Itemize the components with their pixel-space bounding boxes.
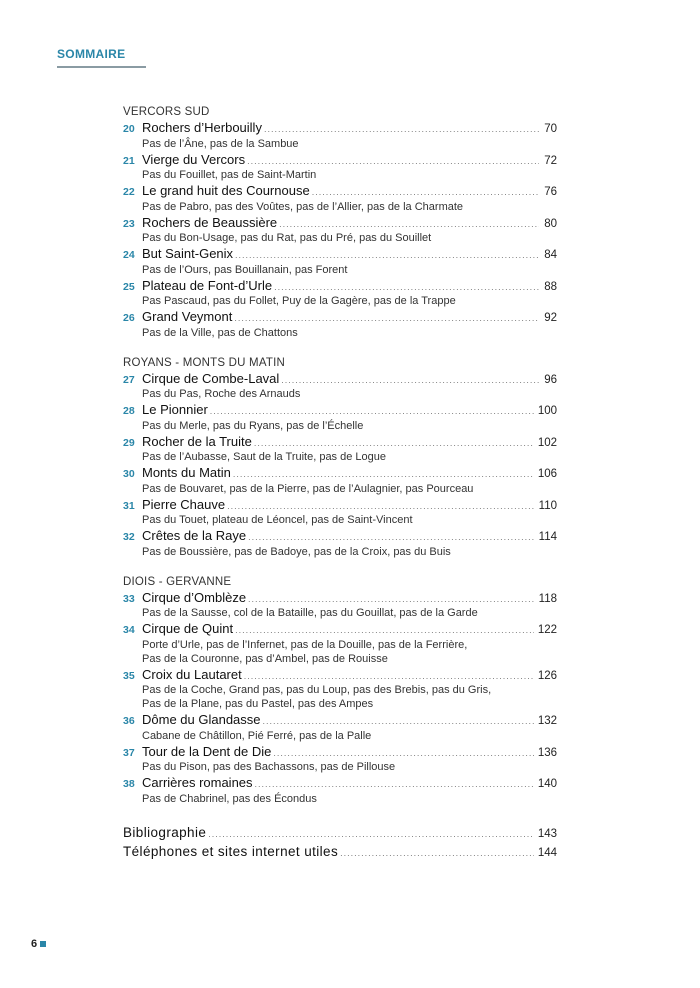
entry-subtitle: Pas de Chabrinel, pas des Écondus [142, 792, 317, 805]
entry-page: 114 [538, 531, 557, 543]
toc-entry[interactable] [123, 775, 557, 807]
entry-page: 72 [544, 154, 557, 167]
dot-leader [312, 185, 539, 201]
dot-leader [248, 530, 535, 546]
dot-leader [281, 373, 539, 389]
entry-page: 132 [537, 715, 557, 727]
entry-subtitle: Pas de Bouvaret, pas de la Pierre, pas de l’Aulagnier, pas Pourceau [142, 482, 474, 495]
toc-entry[interactable] [123, 712, 557, 744]
dot-leader [340, 844, 534, 863]
entry-number: 26 [123, 312, 135, 324]
entry-title: Croix du Lautaret [142, 666, 242, 682]
entry-title: Crêtes de la Raye [142, 528, 247, 543]
entry-title: Dôme du Glandasse [142, 712, 261, 727]
entry-title-row [123, 120, 557, 136]
entry-subtitle: Pas de l’Aubasse, Saut de la Truite, pas de Logue [142, 451, 386, 463]
extra-title: Téléphones et sites internet utiles [123, 843, 339, 859]
dot-leader [273, 746, 533, 762]
entry-subtitle: Pas du Fouillet, pas de Saint-Martin [142, 169, 317, 181]
toc-entry[interactable] [123, 744, 557, 776]
dot-leader [235, 248, 539, 264]
toc-entry[interactable] [123, 465, 557, 497]
entry-number: 20 [123, 123, 135, 135]
entry-number: 38 [123, 778, 135, 790]
entry-number: 22 [123, 186, 135, 198]
entry-subtitle: Pas du Pison, pas des Bachassons, pas de Pillouse [142, 761, 396, 773]
entry-subtitle: Pas du Pas, Roche des Arnauds [142, 388, 301, 400]
entry-title: Grand Veymont [142, 309, 233, 324]
entry-page: 110 [538, 499, 557, 512]
toc-entry[interactable] [123, 590, 557, 622]
entry-subtitle: Pas de la Sausse, col de la Bataille, pas du Gouillat, pas de la Garde [142, 607, 478, 619]
toc-entry[interactable] [123, 528, 557, 560]
dot-leader [263, 714, 534, 730]
entry-subtitle: Pas du Touet, plateau de Léoncel, pas de Saint-Vincent [142, 514, 413, 526]
dot-leader [210, 404, 534, 420]
entry-title: Tour de la Dent de Die [142, 743, 272, 759]
entry-page: 88 [544, 280, 557, 293]
toc-entry[interactable] [123, 402, 557, 434]
square-marker-icon [40, 941, 46, 947]
entry-title-row [123, 667, 557, 683]
entry-subtitle: Pas du Merle, pas du Ryans, pas de l’Échelle [142, 419, 364, 432]
dot-leader [235, 623, 534, 639]
toc-entry[interactable] [123, 497, 557, 529]
page-header [57, 47, 146, 68]
entry-number: 29 [123, 436, 135, 449]
entry-page: 102 [537, 436, 557, 449]
entry-page: 126 [537, 669, 557, 682]
extra-entry[interactable] [123, 823, 557, 842]
entry-subtitle: Pas du Bon-Usage, pas du Rat, pas du Pré, pas du Souillet [142, 232, 432, 244]
extra-page: 143 [537, 827, 557, 840]
dot-leader [274, 280, 539, 296]
entry-title: Vierge du Vercors [142, 151, 246, 167]
entry-number: 25 [123, 280, 135, 293]
entry-page: 92 [544, 312, 557, 324]
entry-title: Rochers de Beaussière [142, 214, 278, 230]
entry-title: Cirque de Combe-Laval [142, 370, 280, 386]
dot-leader [248, 592, 535, 608]
entry-subtitle: Porte d’Urle, pas de l’Infernet, pas de la Douille, pas de la Ferrière, Pas de la Couronne, pas d’Ambel, pas de Rouisse [142, 638, 468, 665]
dot-leader [244, 669, 534, 685]
extra-page: 144 [537, 846, 557, 859]
entry-title-row [123, 215, 557, 231]
dot-leader [233, 467, 534, 483]
entry-title: Plateau de Font-d’Urle [142, 277, 273, 293]
table-of-contents [123, 104, 557, 861]
entry-number: 24 [123, 249, 135, 261]
entry-title: Cirque de Quint [142, 621, 234, 636]
entry-number: 27 [123, 373, 135, 386]
entry-number: 30 [123, 468, 135, 480]
entry-title-row [123, 402, 557, 418]
entry-title-row [123, 775, 557, 791]
toc-entry[interactable] [123, 621, 557, 667]
entry-page: 84 [544, 249, 557, 261]
entry-title: Rochers d’Herbouilly [142, 120, 262, 135]
dot-leader [227, 499, 535, 515]
toc-entry[interactable] [123, 434, 557, 466]
toc-entry[interactable] [123, 246, 557, 278]
entry-title: Rocher de la Truite [142, 433, 252, 449]
toc-entry[interactable] [123, 183, 557, 215]
entry-subtitle: Pas de l’Ours, pas Bouillanain, pas Forent [142, 263, 348, 276]
entry-title-row [123, 744, 557, 760]
entry-subtitle: Pas Pascaud, pas du Follet, Puy de la Gagère, pas de la Trappe [142, 295, 456, 307]
dot-leader [247, 154, 539, 170]
toc-entry[interactable] [123, 667, 557, 713]
page-footer [31, 938, 46, 950]
toc-entry[interactable] [123, 152, 557, 184]
entry-title-row [123, 590, 557, 606]
entry-subtitle: Pas de Boussière, pas de Badoye, pas de la Croix, pas du Buis [142, 545, 451, 558]
dot-leader [254, 436, 534, 452]
entry-page: 106 [537, 468, 557, 480]
entry-title-row [123, 278, 557, 294]
entry-subtitle: Pas de la Ville, pas de Chattons [142, 326, 298, 339]
entry-subtitle: Pas de Pabro, pas des Voûtes, pas de l’Allier, pas de la Charmate [142, 200, 464, 213]
page-number: 6 [31, 938, 38, 950]
extra-title: Bibliographie [123, 824, 207, 840]
entry-title-row [123, 183, 557, 199]
entry-subtitle: Cabane de Châtillon, Pié Ferré, pas de la Palle [142, 729, 372, 742]
entry-title: Pierre Chauve [142, 496, 226, 512]
entry-title-row [123, 309, 557, 325]
entry-number: 34 [123, 624, 135, 636]
entry-title: Le grand huit des Cournouse [142, 183, 310, 198]
entry-number: 32 [123, 531, 135, 543]
entry-title: Cirque d’Omblèze [142, 589, 247, 605]
entry-title-row [123, 621, 557, 637]
entry-title: But Saint-Genix [142, 246, 234, 261]
entry-title-row [123, 712, 557, 728]
entry-title-row [123, 528, 557, 544]
entry-page: 76 [544, 186, 557, 198]
extra-entries [123, 823, 557, 861]
entry-page: 140 [537, 778, 557, 790]
toc-entry[interactable] [123, 120, 557, 152]
dot-leader [279, 217, 539, 233]
entry-page: 122 [537, 624, 557, 636]
entry-page: 70 [544, 123, 557, 135]
entry-title-row [123, 434, 557, 450]
entry-title: Le Pionnier [142, 402, 208, 417]
dot-leader [264, 122, 539, 138]
entry-number: 36 [123, 715, 135, 727]
entry-number: 28 [123, 405, 135, 417]
entry-number: 33 [123, 592, 135, 605]
entry-number: 31 [123, 499, 135, 512]
section-heading: ROYANS - MONTS DU MATIN [123, 356, 285, 369]
dot-leader [234, 311, 539, 327]
extra-entry[interactable] [123, 842, 557, 861]
section-heading: DIOIS - GERVANNE [123, 575, 232, 588]
toc-entry[interactable] [123, 309, 557, 341]
entry-title-row [123, 371, 557, 387]
entry-page: 136 [537, 746, 557, 759]
entry-title: Carrières romaines [142, 775, 253, 790]
entry-title-row [123, 246, 557, 262]
entry-subtitle: Pas de l’Âne, pas de la Sambue [142, 137, 299, 150]
title-underline [57, 66, 146, 68]
entry-number: 21 [123, 154, 135, 167]
entry-page: 100 [537, 405, 557, 417]
toc-entry[interactable] [123, 278, 557, 310]
entry-page: 80 [544, 217, 557, 230]
entry-page: 118 [538, 592, 557, 605]
entry-number: 35 [123, 669, 135, 682]
entry-subtitle: Pas de la Coche, Grand pas, pas du Loup, pas des Brebis, pas du Gris, Pas de la Plane, pas du Pastel, pas des Ampes [142, 684, 492, 710]
toc-entry[interactable] [123, 215, 557, 247]
entry-title: Monts du Matin [142, 465, 231, 480]
entry-number: 23 [123, 217, 135, 230]
section-heading: VERCORS SUD [123, 106, 210, 118]
entry-title-row [123, 497, 557, 513]
dot-leader [255, 777, 534, 793]
entry-title-row [123, 152, 557, 168]
entry-page: 96 [544, 373, 557, 386]
entry-number: 37 [123, 746, 135, 759]
page-title: SOMMAIRE [57, 47, 126, 61]
toc-entry[interactable] [123, 371, 557, 403]
entry-title-row [123, 465, 557, 481]
